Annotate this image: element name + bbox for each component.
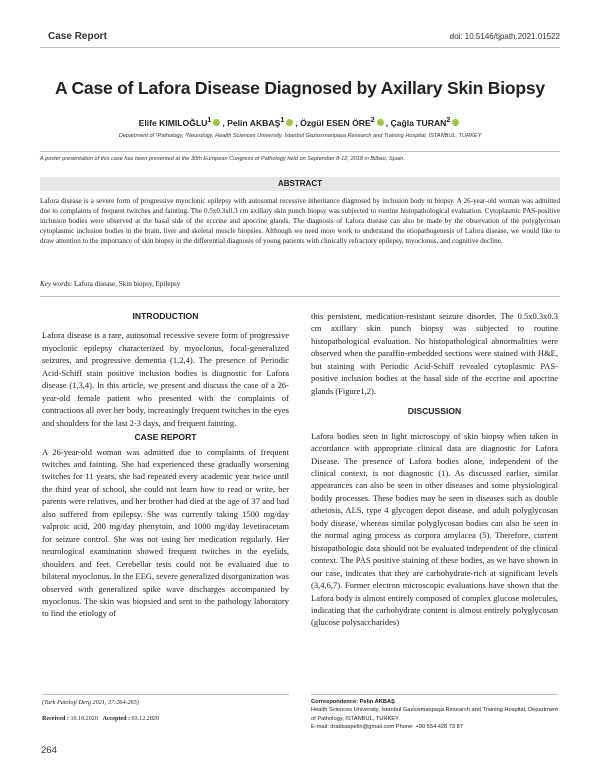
journal-citation: (Turk Patoloji Derg 2021, 37:264-265) bbox=[42, 699, 139, 706]
orcid-icon[interactable] bbox=[286, 119, 293, 126]
left-column bbox=[42, 310, 289, 620]
correspondence-block bbox=[311, 698, 558, 732]
discussion-heading: DISCUSSION bbox=[407, 406, 462, 417]
orcid-icon[interactable] bbox=[452, 119, 459, 126]
orcid-icon[interactable] bbox=[377, 119, 384, 126]
keywords-label: Key words: bbox=[40, 280, 73, 288]
accepted-date: 03.12.2020 bbox=[131, 716, 159, 722]
accepted-label: Accepted : bbox=[102, 716, 131, 722]
author-affiliation: 2 bbox=[446, 116, 451, 124]
divider bbox=[42, 694, 289, 695]
section-label: Case Report bbox=[48, 31, 107, 42]
author-name: Özgül ESEN ÖRE bbox=[300, 117, 371, 128]
case-report-heading: CASE REPORT bbox=[134, 432, 197, 443]
orcid-icon[interactable] bbox=[213, 119, 220, 126]
author-name: Elife KIMILOĞLU bbox=[138, 117, 208, 128]
author-affiliation: 1 bbox=[207, 116, 212, 124]
poster-note: A poster presentation of this case has been presented at the 30th European Congress of Pathology held on September 8-12, 2018 in Bilbao, Spain. bbox=[40, 151, 560, 162]
header-bar bbox=[40, 27, 560, 48]
correspondence-address: Health Sciences University, İstanbul Gaziosmanpaşa Research and Training Hospital, Department of Pathology, İSTANBUL, TURKEY bbox=[311, 707, 558, 722]
discussion-text: Lafora bodies seen in light microscopy of skin biopsy when taken in accordance with appropriate clinical data are diagnostic for Lafora Disease. The presence of Lafora bodies alone, independent of the clinical context, is not diagnostic (1). As discussed earlier, similar appearances can also be seen in other diseases and some physiological bodily processes. These bodies may be seen in diseases such as double athetosis, ALS, type 4 glycogen depot disease, and adult polyglycosan body disease, whereas similar polyglycosan bodies can also be seen in the normal aging process as corpora amylacea (5). Therefore, current histopathologic data should not be evaluated independent of the clinical context. The PAS positive staining of these bodies, as we have shown in our case, indicates that they are carbohydrate-rich at significant levels (3,4,6,7). Former electron microscopic evaluations have shown that the Lafora body is almost entirely composed of complex glucose molecules, indicating that the carbohydrate content is almost entirely polyglycosan (glucose polysaccharides) bbox=[311, 430, 558, 628]
divider bbox=[311, 694, 558, 695]
case-report-continued-text: this persistent, medication-resistant seizure disorder. The 0.5x0.3x0.3 cm axillary skin punch biopsy was subjected to routine histopathological evaluation. No histopathological abnormalities were observed when the paraffin-embedded sections were stained with H&E, but staining with Periodic Acid-Schiff revealed cytoplasmic PAS-positive inclusion bodies at the basal side of the eccrine and apocrine glands (Figure1,2). bbox=[311, 311, 558, 396]
case-report-text: A 26-year-old woman was admitted due to complaints of frequent twitches and fainting. She had experienced these gradually worsening twitches for 11 years, she had repeated every academic year twice until the third year of school, she could not learn how to read or write, her parents were relatives, and her brother had died at the age of 37 and had also suffered from epilepsy. She was currently taking 1500 mg/day valproic acid, 200 mg/day phenytoin, and 1000 mg/day levetiracetam for seizure control. She was not using her medication regularly. Her neurological examination showed frequent twitches in the eyelids, shoulders and feet. Cerebellar tests could not be evaluated due to bilateral myoclonus. In the EEG, severe generalized disorganization was observed with generalized spike wave discharges accompanied by myoclonus. The skin was biopsied and sent to the pathology laboratory to find the etiology of bbox=[42, 446, 289, 619]
correspondence-contact[interactable]: E-mail: drakbaspelin@gmail.com Phone: +90 554 428 73 87 bbox=[311, 724, 464, 731]
author-affiliation: 2 bbox=[370, 116, 375, 124]
divider bbox=[40, 296, 560, 297]
page-number: 264 bbox=[41, 745, 57, 756]
keywords bbox=[40, 280, 560, 289]
right-column bbox=[311, 310, 558, 629]
introduction-text: Lafora disease is a rare, autosomal recessive severe form of progressive myoclonic epilepsy characterized by myoclonus, focal-generalized seizures, and progressive dementia (1,2,4). The presence of Periodic Acid-Schiff stain positive inclusion bodies is diagnostic for Lafora disease (1,3,4). In this article, we present and discuss the case of a 26-year-old female patient who presented with the complaints of contractions all over her body, increasingly frequent twitches in the eyes and shoulders for the last 2-3 days, and frequent fainting. bbox=[42, 330, 289, 428]
author-list: Elife KIMILOĞLU$^1$ , Pelin AKBAŞ$^1$ , Özgül ESEN ÖRE$^2$ , Çağla TURAN$^2$ bbox=[0, 116, 600, 128]
author-name: Pelin AKBAŞ bbox=[227, 117, 281, 128]
author-affiliation: 1 bbox=[280, 116, 285, 124]
doi-link[interactable]: doi: 10.5146/tjpath.2021.01522 bbox=[449, 32, 560, 41]
department-affiliation: Department of ¹Pathology, ²Neurology, Health Sciences University, İstanbul Gaziosmanpaşa Research and Training Hospital, İSTANBUL, TURKEY bbox=[118, 133, 482, 139]
author-name: Çağla TURAN bbox=[390, 117, 447, 128]
received-date: 10.10.2020 bbox=[70, 716, 98, 722]
keywords-values: Lafora disease, Skin biopsy, Epilepsy bbox=[74, 280, 181, 288]
correspondence-label: Correspondence: Pelin AKBAŞ bbox=[311, 699, 395, 705]
article-title: A Case of Lafora Disease Diagnosed by Axillary Skin Biopsy bbox=[55, 78, 545, 98]
abstract-heading: ABSTRACT bbox=[40, 177, 560, 191]
abstract-text: Lafora disease is a severe form of progressive myoclonic epilepsy with autosomal recessive inheritance diagnosed by inclusion body in biopsy. A 26-year-old woman was admitted due to complaints of frequent twitches and fainting. The 0.5x0.3x0.3 cm axillary skin punch biopsy was subjected to routine histopathological evaluation. Cytoplasmic PAS-positive inclusion bodies were observed at the basal side of the eccrine and apocrine glands. The diagnosis of Lafora disease can also be made by the observation of the polyglycosan cytoplasmic inclusion bodies in the brain, liver and skeletal muscle biopsies. Although we need more work to understand the etiopathogenesis of Lafora disease, we would like to draw attention to the importance of skin biopsy in the differential diagnosis of young patients with clinically refractory epilepsy, myoclonus, and cognitive decline. bbox=[40, 197, 560, 245]
introduction-heading: INTRODUCTION bbox=[132, 311, 199, 321]
submission-dates bbox=[42, 716, 289, 722]
received-label: Received : bbox=[42, 716, 69, 722]
